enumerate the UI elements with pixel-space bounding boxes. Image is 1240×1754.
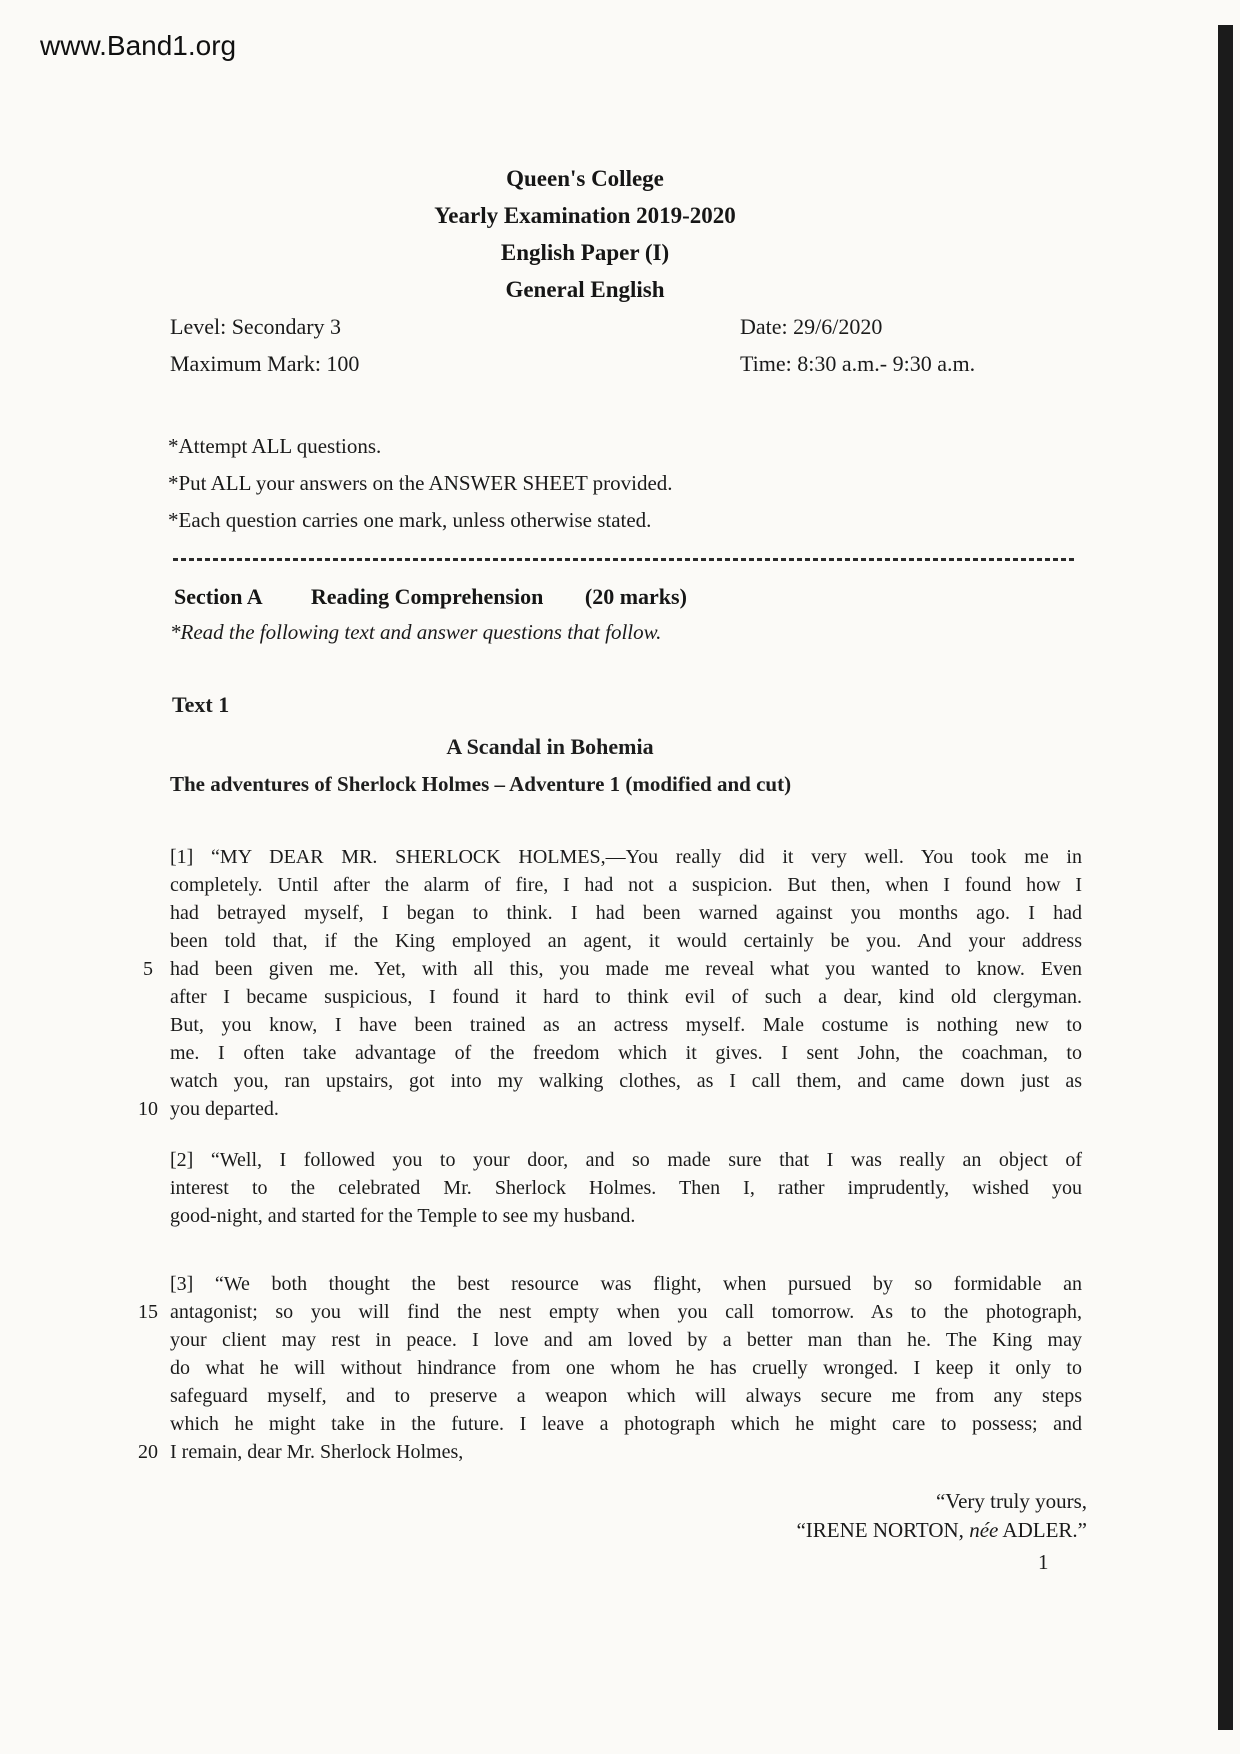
passage-line xyxy=(126,899,1082,927)
passage-line xyxy=(126,1270,1082,1298)
line-number: 15 xyxy=(138,1301,158,1323)
page-number: 1 xyxy=(1038,1550,1049,1574)
line-text: had betrayed myself, I began to think. I had been warned against you months ago. I had xyxy=(170,902,1082,924)
line-text: do what he will without hindrance from one whom he has cruelly wronged. I keep it only to xyxy=(170,1357,1082,1379)
passage-line xyxy=(126,871,1082,899)
instruction-line: *Each question carries one mark, unless otherwise stated. xyxy=(168,508,652,532)
watermark-url: www.Band1.org xyxy=(40,30,237,61)
line-number: 20 xyxy=(138,1441,158,1463)
passage-line xyxy=(126,983,1082,1011)
line-text: I remain, dear Mr. Sherlock Holmes, xyxy=(170,1441,464,1463)
line-text: antagonist; so you will find the nest empty when you call tomorrow. As to the photograph, xyxy=(170,1301,1082,1323)
time-label: Time: 8:30 a.m.- 9:30 a.m. xyxy=(740,351,976,376)
paper-title: English Paper (I) xyxy=(500,240,670,265)
passage-line xyxy=(126,1326,1082,1354)
line-number xyxy=(126,899,170,927)
line-text: after I became suspicious, I found it hard to think evil of such a dear, kind old clergyman. xyxy=(170,986,1082,1008)
line-number xyxy=(126,1011,170,1039)
line-text: watch you, ran upstairs, got into my walking clothes, as I call them, and came down just as xyxy=(170,1070,1082,1092)
line-number xyxy=(126,1202,170,1230)
line-text: safeguard myself, and to preserve a weapon which will always secure me from any steps xyxy=(170,1385,1082,1407)
line-number xyxy=(126,1354,170,1382)
passage-line xyxy=(126,1354,1082,1382)
line-number xyxy=(126,1039,170,1067)
line-number xyxy=(126,1410,170,1438)
passage-paragraph xyxy=(126,843,1082,1123)
line-text: interest to the celebrated Mr. Sherlock Holmes. Then I, rather imprudently, wished you xyxy=(170,1177,1082,1199)
line-text: had been given me. Yet, with all this, you made me reveal what you wanted to know. Even xyxy=(170,958,1082,980)
line-number xyxy=(126,871,170,899)
section-title: Reading Comprehension xyxy=(310,584,544,609)
level-label: Level: Secondary 3 xyxy=(170,314,342,339)
exam-title: Yearly Examination 2019-2020 xyxy=(434,203,736,228)
passage-line xyxy=(126,927,1082,955)
line-text: [2] “Well, I followed you to your door, and so made sure that I was really an object of xyxy=(170,1149,1082,1171)
line-number: 10 xyxy=(138,1098,158,1120)
exam-header xyxy=(170,160,1000,308)
reading-passage xyxy=(126,843,1082,1466)
passage-line xyxy=(126,1202,1082,1230)
passage-line xyxy=(126,1146,1082,1174)
line-text: your client may rest in peace. I love and am loved by a better man than he. The King may xyxy=(170,1329,1082,1351)
line-text: good-night, and started for the Temple to see my husband. xyxy=(170,1205,636,1227)
line-text: completely. Until after the alarm of fire, I had not a suspicion. But then, when I found how I xyxy=(170,874,1082,896)
line-number xyxy=(126,1382,170,1410)
signature-line-2: “IRENE NORTON, née ADLER.” xyxy=(796,1518,1087,1542)
text1-label: Text 1 xyxy=(172,692,230,717)
line-text: me. I often take advantage of the freedom which it gives. I sent John, the coachman, to xyxy=(170,1042,1082,1064)
line-number xyxy=(126,1174,170,1202)
passage-line xyxy=(126,1011,1082,1039)
dashed-separator xyxy=(173,558,1075,561)
passage-line xyxy=(126,1039,1082,1067)
passage-line xyxy=(126,1382,1082,1410)
passage-line xyxy=(126,1298,1082,1326)
signature-line-1: “Very truly yours, xyxy=(935,1489,1087,1513)
passage-line xyxy=(126,955,1082,983)
general-instructions xyxy=(168,428,673,539)
instruction-line: *Put ALL your answers on the ANSWER SHEET provided. xyxy=(168,471,673,495)
passage-line xyxy=(126,843,1082,871)
line-text: [3] “We both thought the best resource was flight, when pursued by so formidable an xyxy=(170,1273,1082,1295)
passage-paragraph xyxy=(126,1146,1082,1230)
passage-line xyxy=(126,1174,1082,1202)
date-label: Date: 29/6/2020 xyxy=(740,314,883,339)
max-mark-label: Maximum Mark: 100 xyxy=(170,351,360,376)
passage-line xyxy=(126,1410,1082,1438)
text1-subtitle: The adventures of Sherlock Holmes – Adventure 1 (modified and cut) xyxy=(170,772,792,796)
instruction-line: *Attempt ALL questions. xyxy=(168,434,382,458)
passage-line xyxy=(126,1438,1082,1466)
line-number xyxy=(126,1146,170,1174)
section-marks: (20 marks) xyxy=(584,584,687,609)
info-row-1 xyxy=(170,314,1100,340)
passage-line xyxy=(126,1095,1082,1123)
line-number xyxy=(126,1067,170,1095)
line-text: which he might take in the future. I leave a photograph which he might care to possess; and xyxy=(170,1413,1082,1435)
info-row-2 xyxy=(170,351,1100,377)
section-a-heading xyxy=(174,584,687,610)
scan-artifact-bar xyxy=(1218,25,1233,1730)
section-a-instruction: *Read the following text and answer questions that follow. xyxy=(170,620,662,644)
line-number: 5 xyxy=(143,958,153,980)
line-text: But, you know, I have been trained as an actress myself. Male costume is nothing new to xyxy=(170,1014,1082,1036)
passage-paragraph xyxy=(126,1270,1082,1466)
line-number xyxy=(126,927,170,955)
line-number xyxy=(126,843,170,871)
line-number xyxy=(126,1326,170,1354)
line-text: you departed. xyxy=(170,1098,279,1120)
line-number xyxy=(126,1270,170,1298)
passage-line xyxy=(126,1067,1082,1095)
section-label: Section A xyxy=(174,584,262,609)
text1-title: A Scandal in Bohemia xyxy=(446,734,654,759)
letter-signature xyxy=(170,1487,1087,1545)
line-text: been told that, if the King employed an agent, it would certainly be you. And your address xyxy=(170,930,1082,952)
line-text: [1] “MY DEAR MR. SHERLOCK HOLMES,—You really did it very well. You took me in xyxy=(170,846,1082,868)
subject-title: General English xyxy=(505,277,665,302)
school-name: Queen's College xyxy=(506,166,664,191)
line-number xyxy=(126,983,170,1011)
